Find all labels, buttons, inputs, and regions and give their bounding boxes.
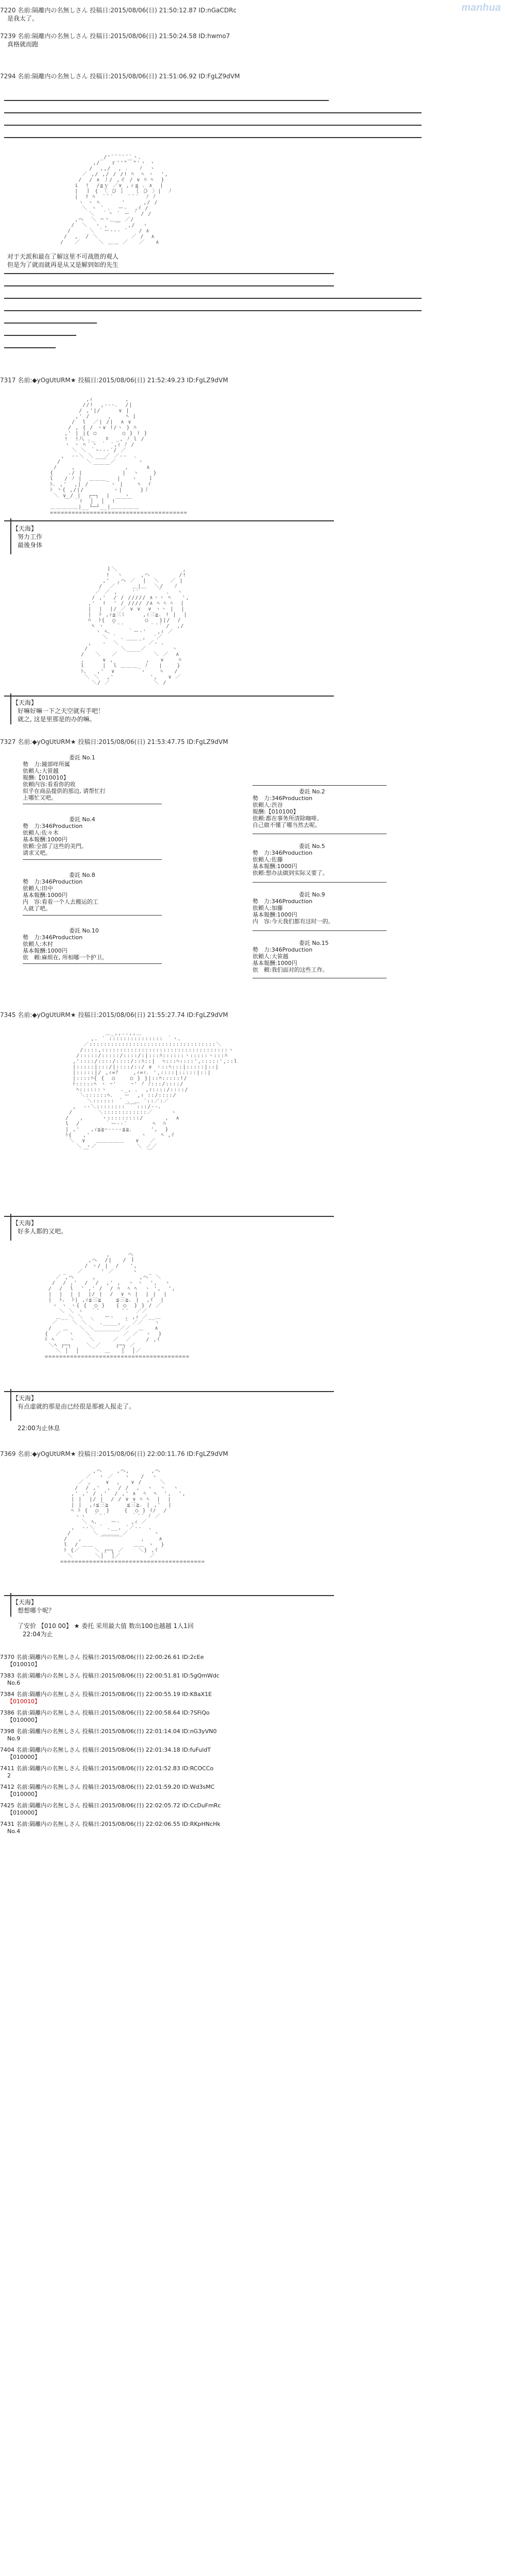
speech-line: 最後身体 [18,541,43,549]
vote-value: No.6 [7,1680,21,1686]
commission-title: 委託 No.9 [299,891,325,898]
vote-item [0,1728,505,1742]
rule-line: 22:04为止 [23,1631,53,1638]
divider [4,100,329,101]
divider [252,785,386,786]
divider [4,137,422,138]
vote-value: 【010000】 [7,1791,40,1798]
commission-line: 基本報酬:1000円 [23,947,68,954]
divider [252,930,386,931]
commission-card-2[interactable] [252,788,325,828]
speech-line: 好嘛好嘛一下之天空就有手吧！ [18,707,105,715]
commission-title: 委託 No.8 [69,872,95,878]
divider [4,323,97,324]
vote-value: 【010000】 [7,1717,40,1723]
divider [4,285,334,286]
post-6 [0,1011,505,1019]
vote-header: 7412 名前:隔離内の名無しさん 投稿日:2015/08/06(日) 22:01:59.20 ID:Wd3sMC [0,1784,215,1790]
vote-item [0,1765,505,1780]
commission-line: 基本報酬:1000円 [252,911,297,918]
commission-line: 勢 力:346Production [23,823,83,829]
divider [4,1595,334,1596]
commission-line: 请求又吧。 [23,850,51,856]
vote-header: 7431 名前:隔離内の名無しさん 投稿日:2015/08/06(日) 22:02:06.55 ID:RKpHNcHk [0,1821,221,1827]
vote-header: 7425 名前:隔離内の名無しさん 投稿日:2015/08/06(日) 22:02:05.72 ID:CcDuFmRc [0,1802,221,1809]
divider [252,882,386,883]
speech-line: 有点虚就的那是由已经很是那被人报走了。 [18,1403,136,1410]
divider [23,963,162,964]
vote-item [0,1672,505,1687]
divider [4,310,422,311]
speaker-label: 【天海】 [12,525,38,532]
commission-card-1[interactable] [23,754,106,801]
vote-value: 【010010】 [7,1661,40,1668]
vote-header: 7384 名前:隔離内の名無しさん 投稿日:2015/08/06(日) 22:00:55.19 ID:K8aX1E [0,1691,212,1698]
commission-line: 勢 力:346Production [23,934,83,941]
commission-line: 基本報酬:1000円 [23,892,68,899]
vote-item [0,1784,505,1798]
commission-line: 上哪忙又吧。 [23,794,57,801]
commission-line: 依頼人:木村 [23,941,53,947]
vote-value: 【010000】 [7,1754,40,1760]
divider [4,1391,334,1392]
speech-bracket [10,1214,11,1241]
commission-line: 勢 力:346Production [23,878,83,885]
ascii-art-character: _/'¨¨¨¨¨`ヽ、 ,/ ｒ''"￣"'ヽ ヽ / ,,/ , ､ ﾉ ヽ ／ ,/ ,/ / /! ﾊ ﾍ ヽ ', / / ∧ 丿/ ,イ / ∨ ﾊ ﾍ } i ! /≧ｙ ／∨ ,ィ≦ ､ ∧ | | ｌ { 〈 ひ ｝ ｛ ひ 〉| ﾉ | ﾘ ﾊ `¨´ `¨´ ﾉ ﾉ ヽ ヽ ﾍ ' ,/ / ＼ ヽ ` ､ ー‐ ,ｲ / ＼ ｀丶 ` ー ´ / / ,へ ＼ ⌒丶＿＿ ／/ / ＼ ヽ , ￣ ,/ ヽ / ＼ ｀ー--‐ ´ / ∧ / , / ＼ ／ / ∧ / ／ ＼ ＿＿ ／ ／ ∧ [60,155,172,245]
vote-value: 2 [7,1772,11,1779]
commission-line: 依頼人:大笹越 [23,768,59,774]
vote-value-highlighted: 【010010】 [7,1698,40,1705]
divider [4,696,334,697]
commission-line: 依頼:都在事务所清除咖啡。 [252,815,323,822]
commission-line: 勢 力:346Production [252,850,313,856]
divider [4,520,334,521]
caption-block [0,252,505,269]
post-4 [0,376,505,384]
vote-item [0,1654,505,1668]
commission-card-10[interactable] [23,927,108,961]
commission-title: 委託 No.10 [69,927,99,934]
commission-line: 自己做不懂了哪当然去呢。 [252,822,321,828]
caption-line: 对于天派和最在了解这里不可战胜的观人 [7,253,119,260]
rule-line: 了安价 【010 00】 ★ 委托 采用最大值 数出100也越越 1人1回 [18,1622,194,1630]
commission-card-9[interactable] [252,891,334,925]
commission-line: 勢 力:346Production [252,946,313,953]
post-body: 是我太了。 [7,15,39,22]
speech-bracket [10,518,11,554]
divider [4,125,422,126]
commission-title: 委託 No.5 [299,843,325,850]
commission-line: 依頼人:佐藤 [252,856,283,863]
speaker-label: 【天海】 [12,1219,38,1227]
post-body: 真格就而跑 [7,41,39,48]
commission-line: 依頼人:田中 [23,885,53,892]
watermark-logo: manhua [461,2,501,13]
commission-title: 委託 No.15 [299,940,329,946]
post-header: 7294 名前:隔離内の名無しさん 投稿日:2015/08/06(日) 21:51:06.92 ID:FgLZ9dVM [0,73,240,80]
commission-line: 依頼内容:看看你的收 [23,781,76,788]
speech-bracket [10,1389,11,1421]
post-header: 7369 名前:◆yOgUtURM★ 投稿日:2015/08/06(日) 22:00:11.76 ID:FgLZ9dVM [0,1450,228,1458]
speech-line: 就之, 这是里那是的办的嘛。 [18,716,96,723]
ascii-art-character: ,ヘ ,ヘ, ,ヘ ／ ヽ ／ ヽ / ヽ ／ , ∨ , ∨ / ＼ / / ,' , / / , ヽ ヽ ヽ ,' ,' / ,' / ,' ∧ ﾍ ﾍ ', ', | | |/ | / / ∨ ∨ ﾍ ﾍ | | | | ,ｨ≦三≧ ≦三≧､ | ,' | ﾍ ﾄ { ○ } { ○ } ｲ/ / ヽヽ ｀¨´ ｀¨´ ﾉ ／ ＼ ﾍ、 ー‐ ,ｨ ／ , -‐＼ ｀ ､__, ´／‐- 、 / ＼ ＿＿＿ ／ ヽ / , ￣￣￣￣ , ∧ l / ＿＿ ＿＿ ヽ } ﾄ {／ ＼ ┌─┐ ／ ＼} ,ｲ ＼ ＼│ │／ ／ ======================================== [60,1468,205,1565]
divider [23,915,162,916]
commission-line: 勢 力:346Production [252,898,313,905]
vote-header: 7404 名前:隔離内の名無しさん 投稿日:2015/08/06(日) 22:01:34.18 ID:fuFuldT [0,1747,211,1753]
divider [4,273,334,274]
vote-item [0,1821,505,1835]
speaker-label: 【天海】 [12,699,38,706]
vote-list [0,1654,505,1839]
commission-title: 委託 No.4 [69,816,95,823]
commission-title: 委託 No.2 [299,788,325,795]
speaker-label: 【天海】 [12,1395,38,1402]
commission-line: 依頼:想办法做到实际又要了。 [252,870,328,876]
speech-line: 努力工作 [18,533,43,540]
post-header: 7345 名前:◆yOgUtURM★ 投稿日:2015/08/06(日) 21:55:27.74 ID:FgLZ9dVM [0,1011,228,1019]
commission-title: 委託 No.1 [69,754,95,761]
commission-line: 勢 力:346Production [252,795,313,802]
speech-line: 好多人都的又吧。 [18,1228,68,1235]
commission-line: 依頼:全部了这些的美門。 [23,843,87,850]
caption-line: 但是为了就而就再是从又是解到如的先生 [7,261,119,268]
post-1 [0,6,505,23]
divider [4,347,56,348]
post-header: 7220 名前:隔離内の名無しさん 投稿日:2015/08/06(日) 21:50:12.87 ID:nGaCDRc [0,7,237,14]
vote-item [0,1802,505,1817]
commission-line: 基本報酬:1000円 [252,960,297,967]
vote-item [0,1747,505,1761]
vote-value: No.4 [7,1828,21,1835]
divider [4,335,76,336]
ascii-art-character: , ヘ ,ヘ /| / ｌ / ヽ/ | / ', _ ／ ' ／ ヽ _ ／ ,ヘ , ,ヘ ＼ / / ,' / / ,' , ヽ ヽ ', ヽ / / l ' ,' / / ﾊ ﾍ ﾍ ヽ ', ', | | | | |/ | / ∨ ﾍ | | | | | ﾄ、 ﾄ| ,ｨ≦三≧ ≦三≧､ | ,ｲ | ヽ ヽ ヽ{ { ○ } { ○ } } / ／ ＼ ＼ ヽ ｀¨ ¨´ ／／ ＿__＼ ＼ ､ ー‐ , ,ｨ ／__＿ ／ ＼ ＼ ｀ ､____, ´ ／／ ヽ / ＿ ＼ ＼_______／／ ＿ ∧ { ／ ヽ ＼ ／ ／ ヽ } ﾄ ﾍ ヽ ＼ ／ ／ / ,ｲ ＼ﾍ ┌─┐ ＼_／ ┌─┐ ／ ＼ │ │ ＿ │ │／ ======================================== [45,1252,190,1360]
ascii-art-character: ＿_,,..,,＿ ,. ´ ::::::::::::::: ｀ヽ、 ／:::::::::::::::::::::::::::::::::::＼ /::::,:::::::::::::::::::::::::::::::::::ヽ /:::::/:::::/::::/:|:::ﾊ::::::ヽ:::::ヽ:::ﾊ ,'::::/::::/::::/::ﾊ::| ﾍ:::ﾍ::::',:::::',::l |:::::|:::/|::::/::/ ∨ ヽ::ﾍ:::|:::::|::| |:::::|/ ,ｨ=ｱ ,ｨ=ｧ､ ',::::|:::::|::| |::::ﾊ{ { ○ ○ } }|::ﾊ:::::!/ ﾄ:::::ﾍ ヽ ｰ' ｰ' ﾉ ﾉ:::/::::/ ﾍ::::::ヽ ､_, ､ ,ｨ::::/::::/ ＼::::::ﾍ､ ー ,ｨ ::/::::/ ＼:::::: ｀ ､_＿ ´::／:／ , -‐＼::::::::￣￣:::/‐-、 / ＼::::::::::::／ ヽ / , ヽ:::::::::/ , ∧ l / ｀ー-‐´ ﾍ ﾊ | ,' ,ｨ≦≧ｰ---‐≦≧､ ', } ﾄ{ ,' ヽ ﾍ ,ｲ ＼ ∨ ＿＿＿＿＿ ∨ ／ ＼ ヽ／ ＼ ／／ ￣ ￣ [65,1030,238,1155]
commission-card-15[interactable] [252,940,329,973]
vote-header: 7386 名前:隔離内の名無しさん 投稿日:2015/08/06(日) 22:00:58.64 ID:7SFiQo [0,1709,210,1716]
commission-card-8[interactable] [23,872,98,912]
speech-bracket [10,693,11,724]
speech-bracket [10,1593,11,1617]
post-2 [0,32,505,48]
commission-line: 人就了吧。 [23,905,51,912]
speech-line: 想想哪个呢？ [18,1607,55,1614]
post-7 [0,1450,505,1458]
divider [4,298,422,299]
ascii-art-character: ｌ＼ , ! ヽ ,ヘ /! ,' ,ヘ ／ | ＼ ／ | / ／｀ ＿|＿ ＼/ ﾉ ／ ／ , '´ ｀ ､ ヽ / ,' / / ///// ∧ヽヽ ﾍ ', ,' ! ' / //// /∧ ﾍ ﾍ ﾍ | | | |/ ／ ∨ ∨ ∨ ヽヽ | | | ﾄ ,ｨ≦三ﾐ ,ｨ三≧､ ! | | ﾊ ﾄ{ ○ ○ }|/ / ﾍ ヽ ｀¨´ ｀¨´ / ,/ ヽ ﾍ、 ｀ー‐' ,ｨ ／ ＼ ｀ ､ _, ´／ , - ＼ ￣￣ ／- 、 / ＼____／ ヽ / ＼ ／ ＼ ／ ∧ , ∨ , , ∨ ﾊ l | l ＿＿＿_ ﾉ | } ﾄ、 ,' ∨ ヽ ﾍ / ＼ ＼ ,' ', ∨ ／ ＼/ ／ ＼ / [81,567,190,686]
vote-value: No.9 [7,1735,21,1742]
commission-line: 依頼人:大笹越 [252,953,289,960]
post-header: 7239 名前:隔離内の名無しさん 投稿日:2015/08/06(日) 21:50:24.58 ID:hwmo7 [0,32,230,40]
divider [4,112,422,113]
commission-line: 報酬:【010100】 [252,808,299,815]
ascii-art-character: ,ｨ , //! ,-‐-､ /| / ,'|/ ∨ | ,' / , ﾍ | / l ／| /| ∧ ∨ / , { / ヽ∨ !/ヽ } ﾊ ,' | |{ ○ ○ } ! } ! !八 ､_ ﾛ _, ﾉ l / ヽ ヽ ﾍ｀丶 ｀ ´,ｨ ﾉ / ＼ ＼ ｀ｰ--‐´/ ／ , -‐＼ ＼ ／ ／‐- ､ / ＼ ￣￣ ／ ヽ / , ￣￣￣ , ∧ { ./ | | ヽ } l / ﾉ | ＿＿＿_ | ヽ ｌ ﾄ､ ,' ,| / ヽ | ﾍ ｲ ﾄ 丶{ ,/|/ ヽ| }丿 ＼ ∨_/ | ┌─┐ | ヽ ￣ ｀! │ │ !￣￣￣ ＿＿＿＿＿|__└─┘__|＿＿＿＿＿ ====================================== [50,397,188,516]
commission-line: 勢 力:鏡部咩所属 [23,761,70,768]
commission-line: 報酬:【010010】 [23,774,69,781]
closing-note: 22:00为止休息 [18,1425,60,1432]
commission-line: 依頼人:佐々木 [23,829,59,836]
commission-line: 内 容:今天我们都有这时一的。 [252,918,334,925]
commission-card-4[interactable] [23,816,95,856]
commission-line: 依 頼:我们面对的这些工作。 [252,967,328,973]
vote-header: 7411 名前:隔離内の名無しさん 投稿日:2015/08/06(日) 22:01:52.83 ID:RCOCCo [0,1765,214,1772]
vote-header: 7398 名前:隔離内の名無しさん 投稿日:2015/08/06(日) 22:01:14.04 ID:nG3yVN0 [0,1728,217,1735]
commission-line: 依頼人:渋谷 [252,802,283,808]
commission-card-5[interactable] [252,843,328,876]
divider [23,859,162,860]
commission-line: 似乎在商品提供的那边, 请帮忙打 [23,788,106,794]
divider [4,1216,334,1217]
post-5 [0,738,505,746]
commission-line: 基本報酬:1000円 [23,836,68,843]
commission-line: 依頼人:加藤 [252,905,283,911]
commission-line: 内 容:看看一个人去搬运的工 [23,899,98,905]
vote-item [0,1691,505,1705]
commission-line: 基本報酬:1000円 [252,863,297,870]
vote-header: 7370 名前:隔離内の名無しさん 投稿日:2015/08/06(日) 22:00:26.61 ID:2cEe [0,1654,204,1660]
vote-item [0,1709,505,1724]
post-3 [0,72,505,80]
speaker-label: 【天海】 [12,1599,38,1606]
post-header: 7327 名前:◆yOgUtURM★ 投稿日:2015/08/06(日) 21:53:47.75 ID:FgLZ9dVM [0,738,228,745]
vote-value: 【010000】 [7,1809,40,1816]
post-header: 7317 名前:◆yOgUtURM★ 投稿日:2015/08/06(日) 21:52:49.23 ID:FgLZ9dVM [0,377,228,384]
commission-line: 依 頼:麻烦在, 所相哪一个护卫。 [23,954,108,961]
vote-header: 7383 名前:隔離内の名無しさん 投稿日:2015/08/06(日) 22:00:51.81 ID:5gQmWdc [0,1672,220,1679]
